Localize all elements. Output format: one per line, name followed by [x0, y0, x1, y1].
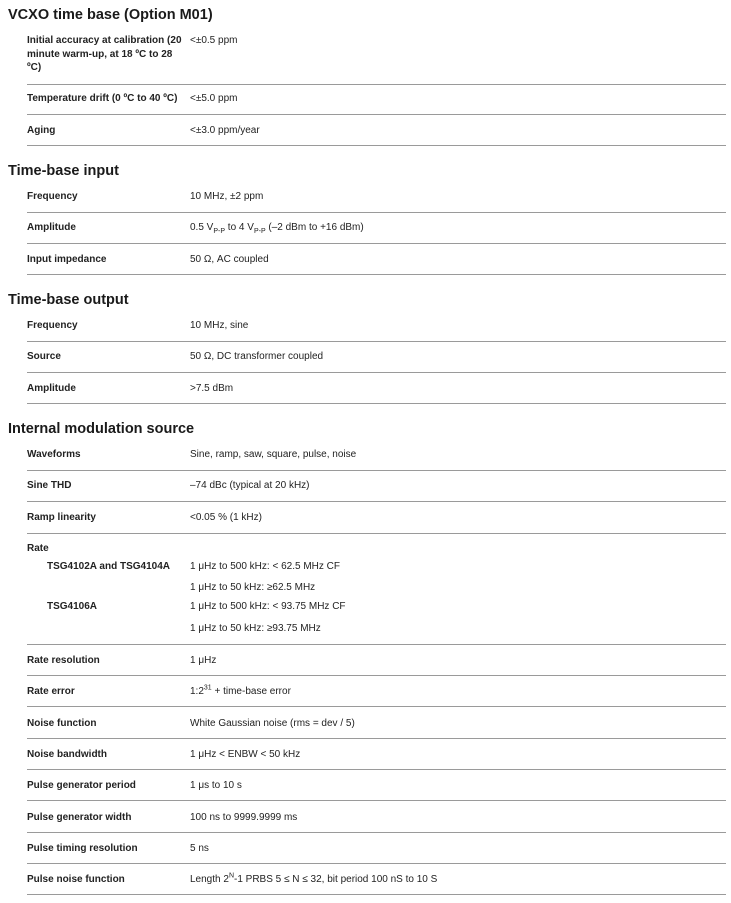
spec-value: 50 Ω, AC coupled: [190, 254, 269, 265]
spec-label: Pulse generator width: [27, 812, 132, 823]
spec-value: <±5.0 ppm: [190, 93, 238, 104]
spec-subvalue: 1 μHz to 50 kHz: ≥93.75 MHz: [190, 623, 321, 634]
spec-label: Frequency: [27, 320, 78, 331]
value-text: to 4 V: [225, 222, 254, 233]
section-title-timebase-input: Time-base input: [8, 163, 119, 179]
spec-row: [27, 124, 726, 146]
spec-label: Rate: [27, 543, 49, 554]
spec-subvalue: 1 μHz to 50 kHz: ≥62.5 MHz: [190, 582, 316, 593]
spec-label: Frequency: [27, 191, 78, 202]
value-text: -1 PRBS 5 ≤ N ≤ 32, bit period 100 nS to 10 S: [234, 874, 438, 885]
spec-row: [27, 511, 726, 534]
spec-value: White Gaussian noise (rms = dev / 5): [190, 718, 355, 729]
section-title-internal-modulation: Internal modulation source: [8, 421, 195, 437]
spec-subvalue: 1 μHz to 500 kHz: < 93.75 MHz CF: [190, 601, 346, 612]
spec-row: [27, 448, 726, 471]
spec-value: 100 ns to 9999.9999 ms: [190, 812, 298, 823]
spec-row: [27, 479, 726, 502]
spec-value: Sine, ramp, saw, square, pulse, noise: [190, 449, 357, 460]
spec-row: [27, 717, 726, 739]
spec-row: [27, 221, 726, 244]
spec-label: Source: [27, 351, 61, 362]
spec-value: 5 ns: [190, 843, 209, 854]
spec-row: [27, 350, 726, 373]
spec-label: Aging: [27, 125, 56, 136]
spec-row: [27, 654, 726, 676]
section-title-vcxo: VCXO time base (Option M01): [8, 7, 213, 23]
spec-sublabel: TSG4102A and TSG4104A: [47, 561, 171, 572]
spec-row: [27, 253, 726, 275]
spec-value: 50 Ω, DC transformer coupled: [190, 351, 324, 362]
spec-value: [190, 685, 291, 699]
spec-value: 1 μHz: [190, 655, 217, 666]
spec-label: Noise function: [27, 718, 97, 729]
spec-label: Pulse noise function: [27, 874, 125, 885]
section-title-timebase-output: Time-base output: [8, 292, 129, 308]
spec-label: Temperature drift (0 ºC to 40 ºC): [27, 93, 178, 104]
spec-value: –74 dBc (typical at 20 kHz): [190, 480, 310, 491]
value-text: + time-base error: [211, 686, 291, 697]
spec-row: [27, 92, 726, 115]
spec-value: [190, 221, 364, 235]
spec-label: Noise bandwidth: [27, 749, 107, 760]
spec-value: <±3.0 ppm/year: [190, 125, 260, 136]
spec-label: Sine THD: [27, 480, 72, 491]
spec-label: Amplitude: [27, 383, 76, 394]
spec-label: Ramp linearity: [27, 512, 96, 523]
spec-label: Rate error: [27, 686, 75, 697]
spec-label: Input impedance: [27, 254, 107, 265]
value-text: Length 2: [190, 874, 229, 885]
spec-row: [27, 842, 726, 864]
spec-sublabel: TSG4106A: [47, 601, 98, 612]
spec-value: <0.05 % (1 kHz): [190, 512, 262, 523]
spec-value: [190, 873, 437, 887]
subscript: P-P: [213, 228, 226, 235]
spec-value: >7.5 dBm: [190, 383, 234, 394]
spec-subvalue: 1 μHz to 500 kHz: < 62.5 MHz CF: [190, 561, 340, 572]
spec-row: [27, 190, 726, 213]
spec-row: [27, 811, 726, 833]
spec-value: 1 μs to 10 s: [190, 780, 242, 791]
spec-row: [27, 779, 726, 801]
spec-label: Rate resolution: [27, 655, 100, 666]
value-text: (–2 dBm to +16 dBm): [265, 222, 364, 233]
superscript: 31: [203, 684, 212, 692]
spec-row: [27, 319, 726, 342]
spec-row: [27, 748, 726, 770]
spec-row: [27, 873, 726, 895]
spec-label: Waveforms: [27, 449, 81, 460]
spec-label: Initial accuracy at calibration (20 minute warm-up, at 18 ºC to 28 ºC): [27, 35, 182, 73]
spec-value: 10 MHz, sine: [190, 320, 249, 331]
spec-label: Pulse timing resolution: [27, 843, 138, 854]
spec-row: [27, 382, 726, 404]
subscript: P-P: [253, 228, 266, 235]
spec-value: 1 μHz < ENBW < 50 kHz: [190, 749, 301, 760]
spec-value: <±0.5 ppm: [190, 35, 238, 46]
spec-value: 10 MHz, ±2 ppm: [190, 191, 264, 202]
spec-row: [27, 34, 726, 85]
spec-row: [27, 685, 726, 707]
superscript: N: [228, 872, 234, 880]
value-text: 1:2: [190, 686, 204, 697]
spec-row-rate: [27, 542, 726, 645]
value-text: 0.5 V: [190, 222, 214, 233]
spec-label: Amplitude: [27, 222, 76, 233]
spec-label: Pulse generator period: [27, 780, 136, 791]
